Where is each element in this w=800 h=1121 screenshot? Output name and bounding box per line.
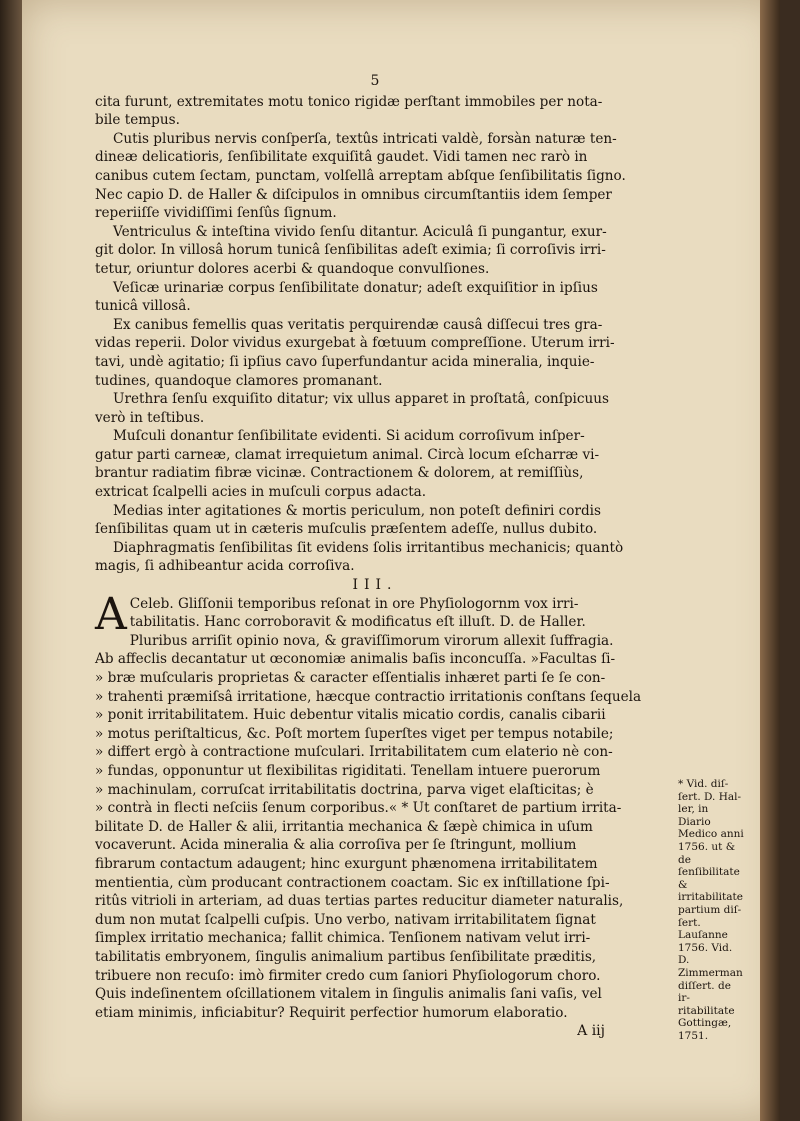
footnote-line: ſert. D. Hal-: [678, 790, 742, 803]
text-line: Celeb. Gliſſonii temporibus reſonat in ore Phyſiologornm vox irri-: [129, 595, 579, 612]
text-line: vidas reperii. Dolor vividus exurgebat à fœtuum compreſſione. Uterum irri-: [95, 335, 615, 352]
text-line: git dolor. In villosâ horum tunicâ ſenſibilitas adeſt eximia; ſi corroſivis irri-: [95, 242, 606, 259]
text-line: tunicâ villosâ.: [95, 298, 191, 315]
main-text: [95, 72, 655, 1041]
section-heading: III.: [352, 577, 398, 594]
text-line: etiam minimis, inficiabitur? Requirit perfectior humorum elaboratio.: [95, 1004, 568, 1021]
text-line: Urethra ſenſu exquiſito ditatur; vix ullus apparet in proſtatâ, conſpicuus: [113, 391, 609, 408]
footnote-line: diſſert. de ir-: [678, 979, 731, 1005]
text-line: Muſculi donantur ſenſibilitate evidenti. Si acidum corroſivum inſper-: [113, 428, 585, 445]
signature-mark: A iij: [577, 1023, 605, 1040]
text-line: Ab affeclis decantatur ut œconomiæ animalis baſis inconcuſſa. »Facultas ſi-: [95, 651, 616, 668]
text-line: Ventriculus & inteſtina vivido ſenſu ditantur. Aciculâ ſi pungantur, exur-: [113, 223, 607, 240]
text-line: tetur, oriuntur dolores acerbi & quandoque convulſiones.: [95, 260, 490, 277]
book-gutter: [0, 0, 22, 1121]
text-line: » trahenti præmiſsâ irritatione, hæcque contractio irritationis conſtans ſequela: [95, 688, 642, 705]
text-line: » bræ muſcularis proprietas & caracter eſſentialis inhæret parti ſe ſe con-: [95, 670, 606, 686]
marginal-footnote: [678, 778, 744, 1042]
footnote-line: 1751.: [678, 1029, 709, 1042]
text-line: tudines, quandoque clamores promanant.: [95, 372, 383, 389]
text-line: fibrarum contactum adaugent; hinc exurgunt phænomena irritabilitatem: [95, 855, 598, 872]
text-line: tabilitatis. Hanc corroboravit & modificatus eſt illuſt. D. de Haller.: [129, 614, 586, 631]
text-line: Cutis pluribus nervis conſperſa, textûs intricati valdè, forsàn naturæ ten-: [113, 130, 617, 147]
text-line: Nec capio D. de Haller & diſcipulos in omnibus circumſtantiis idem ſemper: [95, 186, 612, 203]
text-line: tabilitatis embryonem, ſingulis animalium partibus ſenſibilitate præditis,: [95, 948, 597, 965]
page-number: 5: [370, 73, 380, 89]
text-line: dum non mutat ſcalpelli cuſpis. Uno verbo, nativam irritabilitatem ſignat: [95, 911, 596, 928]
text-line: ſimplex irritatio mechanica; fallit chimica. Tenſionem nativam velut irri-: [95, 930, 591, 947]
footnote-line: partium diſ-: [678, 903, 742, 916]
text-line: bile tempus.: [95, 112, 180, 129]
text-line: » ponit irritabilitatem. Huic debentur vitalis micatio cordis, canalis cibarii: [95, 707, 606, 724]
text-line: ritûs vitrioli in arteriam, ad duas tertias partes reducitur diameter naturalis,: [95, 893, 624, 910]
text-line: » machinulam, corruſcat irritabilitatis doctrina, parva viget elaſticitas; è: [95, 781, 594, 798]
footnote-line: Medico anni: [678, 828, 744, 841]
drop-cap: A: [95, 588, 127, 640]
text-line: verò in teſtibus.: [95, 409, 205, 426]
text-line: reperiiſſe vividiſſimi ſenſûs ſignum.: [95, 205, 337, 222]
footnote-line: 1756. ut & de: [678, 840, 736, 866]
footnote-line: ler, in Diario: [678, 803, 711, 828]
footnote-line: ritabilitate: [678, 1004, 735, 1017]
text-line: mentientia, cùm producant contractionem coactam. Sic ex inſtillatione ſpi-: [95, 874, 610, 891]
text-line: magis, ſi adhibeantur acida corroſiva.: [95, 558, 355, 575]
text-line: Diaphragmatis ſenſibilitas ſit evidens ſolis irritantibus mechanicis; quantò: [113, 539, 624, 556]
text-line: gatur parti carneæ, clamat irrequietum animal. Circà locum eſcharræ vi-: [95, 446, 600, 463]
text-line: » contrà in flecti neſciis ſenum corporibus.« * Ut conſtaret de partium irrita-: [95, 800, 622, 817]
footnote-line: * Vid. diſ-: [678, 778, 729, 790]
text-line: tavi, undè agitatio; ſi ipſius cavo ſuperfundantur acida mineralia, inquie-: [95, 353, 595, 370]
section-three-text: [95, 588, 655, 1023]
footnote-line: Zimmerman: [678, 966, 743, 979]
text-line: canibus cutem ſectam, punctam, volſellâ arreptam abſque ſenſibilitatis ſigno.: [95, 167, 626, 184]
text-line: » fundas, opponuntur ut flexibilitas rigiditati. Tenellam intuere puerorum: [95, 762, 601, 779]
footnote-line: ſert. Lauſanne: [678, 916, 728, 942]
text-line: brantur radiatim fibræ vicinæ. Contractionem & dolorem, at remiſſiùs,: [95, 465, 584, 482]
text-line: vocaverunt. Acida mineralia & alia corroſiva per ſe ſtringunt, mollium: [95, 837, 577, 854]
footnote-line: ſenſibilitate &: [678, 866, 740, 891]
page-edge: [760, 0, 780, 1121]
text-line: » differt ergò à contractione muſculari. Irritabilitatem cum elaterio nè con-: [95, 744, 613, 761]
footnote-line: irritabilitate: [678, 891, 743, 904]
text-line: dineæ delicatioris, ſenſibilitate exquiſitâ gaudet. Vidi tamen nec rarò in: [95, 149, 588, 166]
text-line: extricat ſcalpelli acies in muſculi corpus adacta.: [95, 484, 427, 501]
text-line: ſenſibilitas quam ut in cæteris muſculis præſentem adeſſe, nullus dubito.: [95, 521, 598, 538]
text-line: Veſicæ urinariæ corpus ſenſibilitate donatur; adeſt exquiſitior in ipſius: [113, 279, 598, 296]
text-line: Quis indeſinentem oſcillationem vitalem in ſingulis animalis ſani vaſis, vel: [95, 986, 602, 1003]
text-line: Ex canibus femellis quas veritatis perquirendæ causâ diſſecui tres gra-: [113, 316, 603, 333]
text-line: » motus periſtalticus, &c. Poſt mortem ſuperſtes viget per tempus notabile;: [95, 725, 614, 742]
text-line: Pluribus arriſit opinio nova, & graviſſimorum virorum allexit ſuffragia.: [129, 632, 614, 649]
footnote-line: Gottingæ,: [678, 1017, 732, 1030]
text-line: cita furunt, extremitates motu tonico rigidæ perſtant immobiles per nota-: [95, 93, 603, 110]
text-line: Medias inter agitationes & mortis periculum, non poteſt definiri cordis: [113, 502, 601, 519]
paragraphs-before-section: [95, 93, 655, 576]
footnote-line: 1756. Vid. D.: [678, 941, 733, 967]
text-line: tribuere non recuſo: imò firmiter credo cum ſaniori Phyſiologorum choro.: [95, 967, 601, 984]
text-line: bilitate D. de Haller & alii, irritantia mechanica & ſæpè chimica in uſum: [95, 818, 593, 835]
